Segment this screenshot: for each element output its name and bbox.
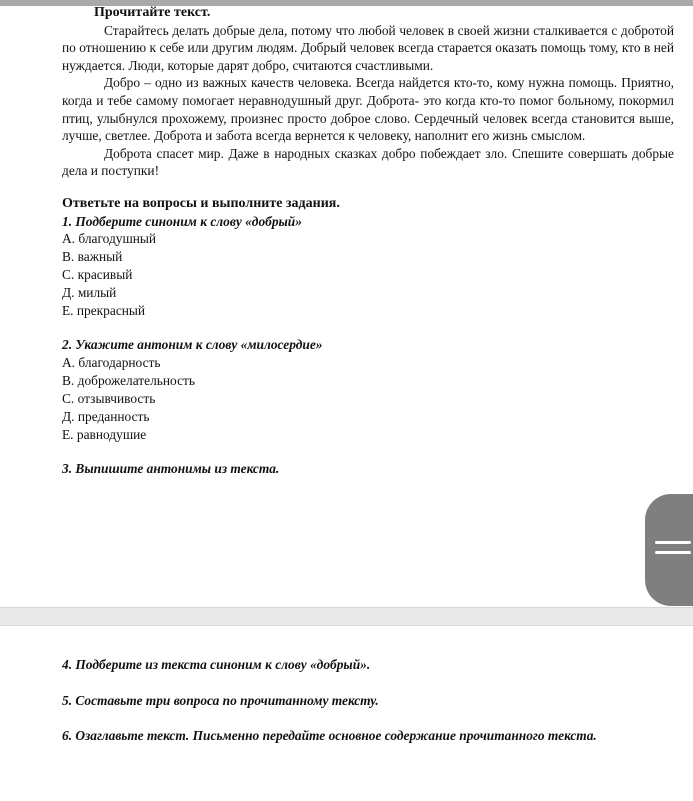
- scroll-handle[interactable]: [645, 494, 693, 606]
- q1-option-b: В. важный: [62, 249, 123, 265]
- q1-option-e: Е. прекрасный: [62, 303, 146, 319]
- q2-option-b: В. доброжелательность: [62, 372, 195, 388]
- paragraph-3: Доброта спасет мир. Даже в народных сказках добро побеждает зло. Спешите совершать добрые дела и поступки!: [62, 145, 674, 179]
- paragraph-1: Старайтесь делать добрые дела, потому что любой человек в своей жизни сталкивается с добротой по отношению к себе или другим людям. Добрый человек всегда старается оказать помощь тому, кто в ней нуждается. Люди, которые дарят добро, считаются счастливыми.: [62, 22, 674, 73]
- question-5-text: 5. Составьте три вопроса по прочитанному тексту.: [62, 692, 379, 708]
- q2-option-c: С. отзывчивость: [62, 390, 156, 406]
- q2-option-d: Д. преданность: [62, 408, 150, 424]
- q1-option-d: Д. милый: [62, 285, 117, 301]
- tasks-heading: Ответьте на вопросы и выполните задания.: [62, 195, 340, 211]
- page-title: Прочитайте текст.: [94, 5, 211, 20]
- question-2-text: 2. Укажите антоним к слову «милосердие»: [62, 337, 323, 353]
- q1-option-a: А. благодушный: [62, 231, 157, 247]
- lower-section: [62, 656, 674, 763]
- paragraph-2: Добро – одно из важных качеств человека. Всегда найдется кто-то, кому нужна помощь. Приятно, когда и тебе самому помогает неравнодушный друг. Доброта- это когда кто-то помог больному, покормил птиц, улыбнулся прохожему, произнес просто доброе слово. Сердечный человек всегда становится выше, лучше, светлее. Доброта и забота всегда вернется к человеку, наполнит его жизнь смыслом.: [62, 75, 674, 144]
- question-4-text: 4. Подберите из текста синоним к слову «добрый».: [62, 657, 371, 672]
- q2-option-a: А. благодарность: [62, 354, 161, 370]
- question-2: [62, 336, 674, 444]
- question-6-text: 6. Озаглавьте текст. Письменно передайте основное содержание прочитанного текста.: [62, 728, 597, 744]
- question-3-text: 3. Выпишите антонимы из текста.: [62, 460, 280, 476]
- upper-section: [62, 4, 674, 477]
- question-1-text: 1. Подберите синоним к слову «добрый»: [62, 213, 302, 229]
- q1-option-c: С. красивый: [62, 267, 133, 283]
- q2-option-e: Е. равнодушие: [62, 426, 147, 442]
- question-1: [62, 213, 674, 321]
- page-break-divider: [0, 607, 693, 626]
